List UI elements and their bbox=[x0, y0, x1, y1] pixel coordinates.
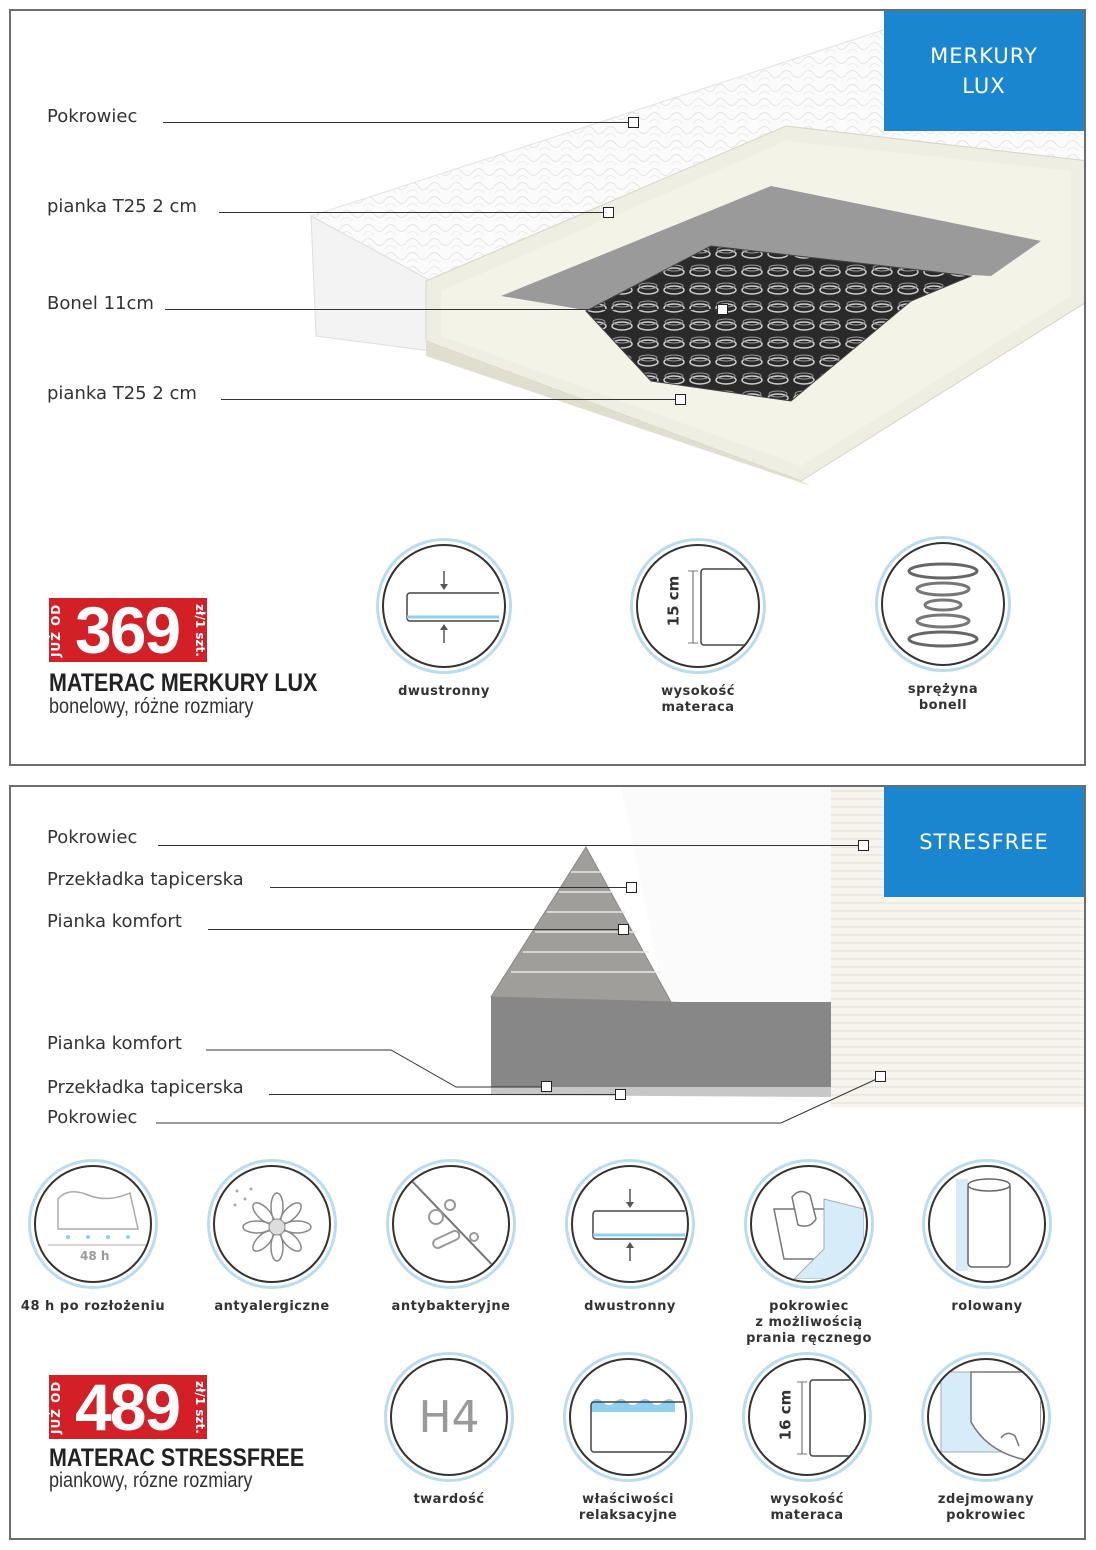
layer-label-foam-top: pianka T25 2 cm bbox=[47, 196, 197, 217]
callout-marker bbox=[858, 840, 869, 851]
expand-time: 48 h bbox=[80, 1249, 110, 1263]
feature-label: 48 h po rozłożeniu bbox=[20, 1299, 166, 1314]
price-prefix: JUŻ OD bbox=[49, 598, 71, 662]
layer-label-foam-top: Pianka komfort bbox=[47, 911, 182, 932]
feature-label: wysokość materaca bbox=[661, 684, 735, 715]
layer-label-bonel: Bonel 11cm bbox=[47, 293, 154, 314]
hardness-value: H4 bbox=[418, 1391, 480, 1443]
flower-icon bbox=[217, 1169, 327, 1279]
two-sided-icon bbox=[389, 551, 499, 661]
layer-label-padding-top: Przekładka tapicerska bbox=[47, 869, 244, 890]
callout-marker bbox=[875, 1071, 886, 1082]
feature-label: pokrowiec z możliwością prania ręcznego bbox=[746, 1299, 872, 1346]
price-unit: zł/1 szt. bbox=[185, 1375, 207, 1439]
feature-label: właściwości relaksacyjne bbox=[578, 1492, 678, 1523]
feature-rolled bbox=[907, 1159, 1067, 1315]
leader-line bbox=[221, 399, 676, 400]
height-value: 16 cm bbox=[776, 1389, 795, 1441]
layer-label-foam-bottom: pianka T25 2 cm bbox=[47, 383, 197, 404]
price-tag bbox=[49, 1370, 208, 1444]
feature-height bbox=[727, 1352, 887, 1524]
feature-label: dwustronny bbox=[584, 1299, 676, 1314]
layer-label-cover-top: Pokrowiec bbox=[47, 827, 138, 848]
feature-label: zdejmowany pokrowiec bbox=[937, 1492, 1035, 1523]
feature-removable-cover bbox=[906, 1352, 1066, 1524]
feature-spring bbox=[863, 536, 1023, 714]
leader-line bbox=[219, 212, 604, 213]
product-badge: MERKURY LUX bbox=[884, 11, 1084, 131]
leader-line bbox=[270, 887, 627, 888]
product-subtitle: piankowy, rózne rozmiary bbox=[49, 1469, 253, 1492]
product-name: MATERAC MERKURY LUX bbox=[49, 669, 318, 697]
layer-label-foam-bottom: Pianka komfort bbox=[47, 1033, 182, 1054]
spring-icon bbox=[888, 549, 998, 659]
two-sided-icon bbox=[575, 1169, 685, 1279]
product-subtitle: bonelowy, różne rozmiary bbox=[49, 695, 254, 718]
leader-line bbox=[208, 929, 619, 930]
layer-label-cover-bottom: Pokrowiec bbox=[47, 1107, 138, 1128]
feature-hardness bbox=[369, 1352, 529, 1508]
feature-label: rolowany bbox=[951, 1299, 1023, 1314]
layer-label-cover: Pokrowiec bbox=[47, 106, 138, 127]
feature-label: twardość bbox=[413, 1492, 485, 1507]
leader-line bbox=[158, 845, 858, 846]
product-panel-stressfree bbox=[9, 785, 1086, 1540]
removable-cover-icon bbox=[931, 1362, 1041, 1472]
callout-marker bbox=[618, 924, 629, 935]
height-icon bbox=[752, 1362, 862, 1472]
feature-48h bbox=[13, 1159, 173, 1315]
price-value: 489 bbox=[71, 1375, 185, 1439]
height-value: 15 cm bbox=[664, 575, 683, 627]
feature-two-sided bbox=[364, 538, 524, 700]
feature-height bbox=[618, 538, 778, 716]
leader-line bbox=[163, 122, 629, 123]
leader-line bbox=[165, 309, 718, 310]
feature-two-sided bbox=[550, 1159, 710, 1315]
feature-relax bbox=[548, 1352, 708, 1524]
callout-marker bbox=[717, 304, 728, 315]
callout-marker bbox=[628, 117, 639, 128]
product-badge: STRESFREE bbox=[884, 787, 1084, 897]
feature-label: wysokość materaca bbox=[770, 1492, 844, 1523]
callout-marker bbox=[626, 882, 637, 893]
price-unit: zł/1 szt. bbox=[185, 598, 207, 662]
price-value: 369 bbox=[71, 598, 185, 662]
feature-antibacterial bbox=[371, 1159, 531, 1315]
callout-marker bbox=[603, 207, 614, 218]
layer-label-padding-bottom: Przekładka tapicerska bbox=[47, 1077, 244, 1098]
product-name: MATERAC STRESSFREE bbox=[49, 1444, 305, 1472]
bacteria-icon bbox=[396, 1169, 506, 1279]
feature-label: sprężyna bonell bbox=[907, 682, 979, 713]
feature-label: antyalergiczne bbox=[214, 1299, 330, 1314]
relax-icon bbox=[573, 1362, 683, 1472]
feature-label: antybakteryjne bbox=[391, 1299, 511, 1314]
hand-wash-icon bbox=[754, 1169, 864, 1279]
feature-antiallergic bbox=[192, 1159, 352, 1315]
price-tag bbox=[49, 593, 208, 667]
rolled-icon bbox=[932, 1169, 1042, 1279]
price-prefix: JUŻ OD bbox=[49, 1375, 71, 1439]
feature-hand-wash bbox=[729, 1159, 889, 1347]
callout-marker bbox=[675, 394, 686, 405]
leader-line bbox=[156, 1069, 896, 1129]
feature-label: dwustronny bbox=[398, 684, 490, 699]
product-panel-merkury bbox=[9, 9, 1086, 766]
height-icon bbox=[643, 551, 753, 661]
